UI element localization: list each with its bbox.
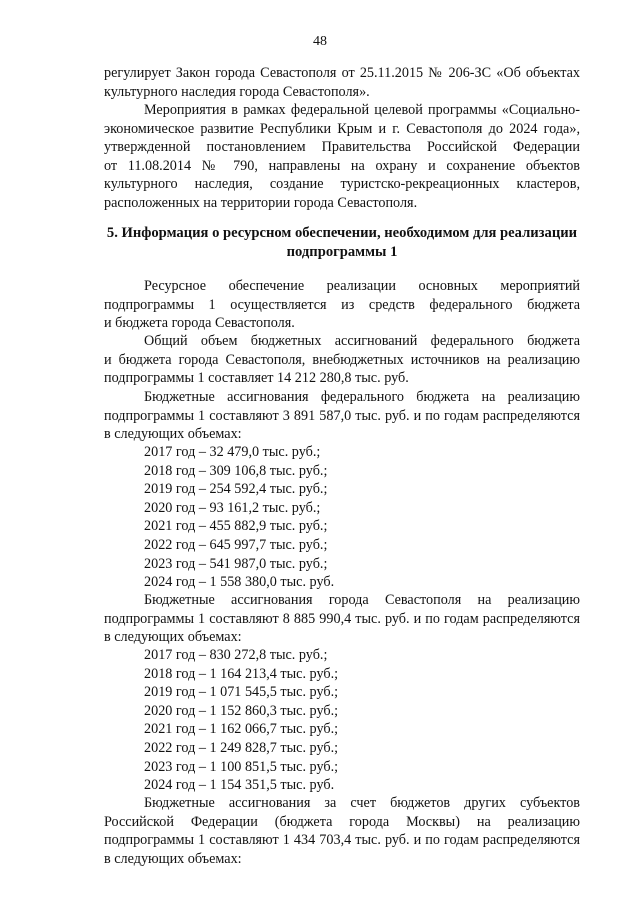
text-line: культурного наследия города Севастополя». (104, 83, 370, 100)
list-item: 2024 год – 1 558 380,0 тыс. руб. (144, 574, 335, 591)
text-line: Бюджетные ассигнования за счет бюджетов других субъектов (144, 795, 580, 811)
list-item: 2017 год – 32 479,0 тыс. руб.; (144, 444, 321, 460)
heading-line: 5. Информация о ресурсном обеспечении, необходимом для реализации (106, 225, 578, 241)
city-years-list (144, 646, 338, 795)
text-line: Мероприятия в рамках федеральной целевой программы «Социально- (144, 102, 580, 118)
text-line: подпрограммы 1 составляют 1 434 703,4 тыс. руб. и по годам распределяются (104, 832, 580, 849)
city-paragraph (104, 591, 580, 647)
list-item: 2024 год – 1 154 351,5 тыс. руб. (144, 777, 335, 794)
list-item: 2017 год – 830 272,8 тыс. руб.; (144, 647, 328, 663)
list-item: 2019 год – 254 592,4 тыс. руб.; (144, 481, 328, 498)
list-item: 2022 год – 1 249 828,7 тыс. руб.; (144, 739, 339, 756)
text-line: регулирует Закон города Севастополя от 25.11.2015 № 206-ЗС «Об объектах (104, 65, 580, 81)
list-item: 2021 год – 1 162 066,7 тыс. руб.; (144, 721, 339, 738)
text-line: подпрограммы 1 осуществляется из средств федерального бюджета (104, 296, 580, 313)
text-line: Российской Федерации (бюджета города Москвы) на реализацию (104, 813, 580, 830)
text-line: экономическое развитие Республики Крым и г. Севастополя до 2024 года», (104, 120, 580, 137)
text-line: в следующих объемах: (104, 426, 242, 443)
text-line: Бюджетные ассигнования города Севастополя на реализацию (144, 592, 580, 608)
total-paragraph (104, 332, 580, 388)
text-line: Ресурсное обеспечение реализации основных мероприятий (144, 278, 580, 294)
text-line: подпрограммы 1 составляют 3 891 587,0 тыс. руб. и по годам распределяются (104, 407, 580, 424)
page-number: 48 (313, 34, 327, 49)
list-item: 2020 год – 93 161,2 тыс. руб.; (144, 499, 321, 516)
list-item: 2019 год – 1 071 545,5 тыс. руб.; (144, 684, 339, 701)
heading-line: подпрограммы 1 (286, 243, 398, 260)
text-line: культурного наследия, создание туристско-рекреационных кластеров, (104, 176, 580, 193)
text-line: подпрограммы 1 составляет 14 212 280,8 тыс. руб. (104, 370, 409, 387)
list-item: 2023 год – 1 100 851,5 тыс. руб.; (144, 758, 339, 775)
text-line: подпрограммы 1 составляют 8 885 990,4 тыс. руб. и по годам распределяются (104, 610, 580, 627)
list-item: 2023 год – 541 987,0 тыс. руб.; (144, 555, 328, 572)
section-heading (104, 224, 580, 261)
text-line: Бюджетные ассигнования федерального бюджета на реализацию (144, 389, 580, 405)
text-line: утвержденной постановлением Правительства Российской Федерации (104, 139, 580, 156)
text-line: в следующих объемах: (104, 629, 242, 646)
text-line: и бюджета города Севастополя. (104, 315, 295, 332)
other-paragraph (104, 794, 580, 868)
list-item: 2018 год – 309 106,8 тыс. руб.; (144, 462, 328, 479)
federal-years-list (144, 443, 334, 592)
list-item: 2022 год – 645 997,7 тыс. руб.; (144, 536, 328, 553)
list-item: 2018 год – 1 164 213,4 тыс. руб.; (144, 665, 339, 682)
events-paragraph (104, 101, 580, 213)
text-line: от 11.08.2014 № 790, направлены на охрану и сохранение объектов (104, 157, 580, 174)
list-item: 2020 год – 1 152 860,3 тыс. руб.; (144, 702, 339, 719)
text-line: Общий объем бюджетных ассигнований федерального бюджета (144, 333, 580, 349)
intro-paragraph (104, 64, 580, 101)
list-item: 2021 год – 455 882,9 тыс. руб.; (144, 518, 328, 535)
resource-paragraph (104, 277, 580, 333)
federal-paragraph (104, 388, 580, 444)
text-line: в следующих объемах: (104, 850, 242, 867)
text-line: и бюджета города Севастополя, внебюджетных источников на реализацию (104, 351, 580, 368)
text-line: расположенных на территории города Севастополя. (104, 194, 418, 211)
